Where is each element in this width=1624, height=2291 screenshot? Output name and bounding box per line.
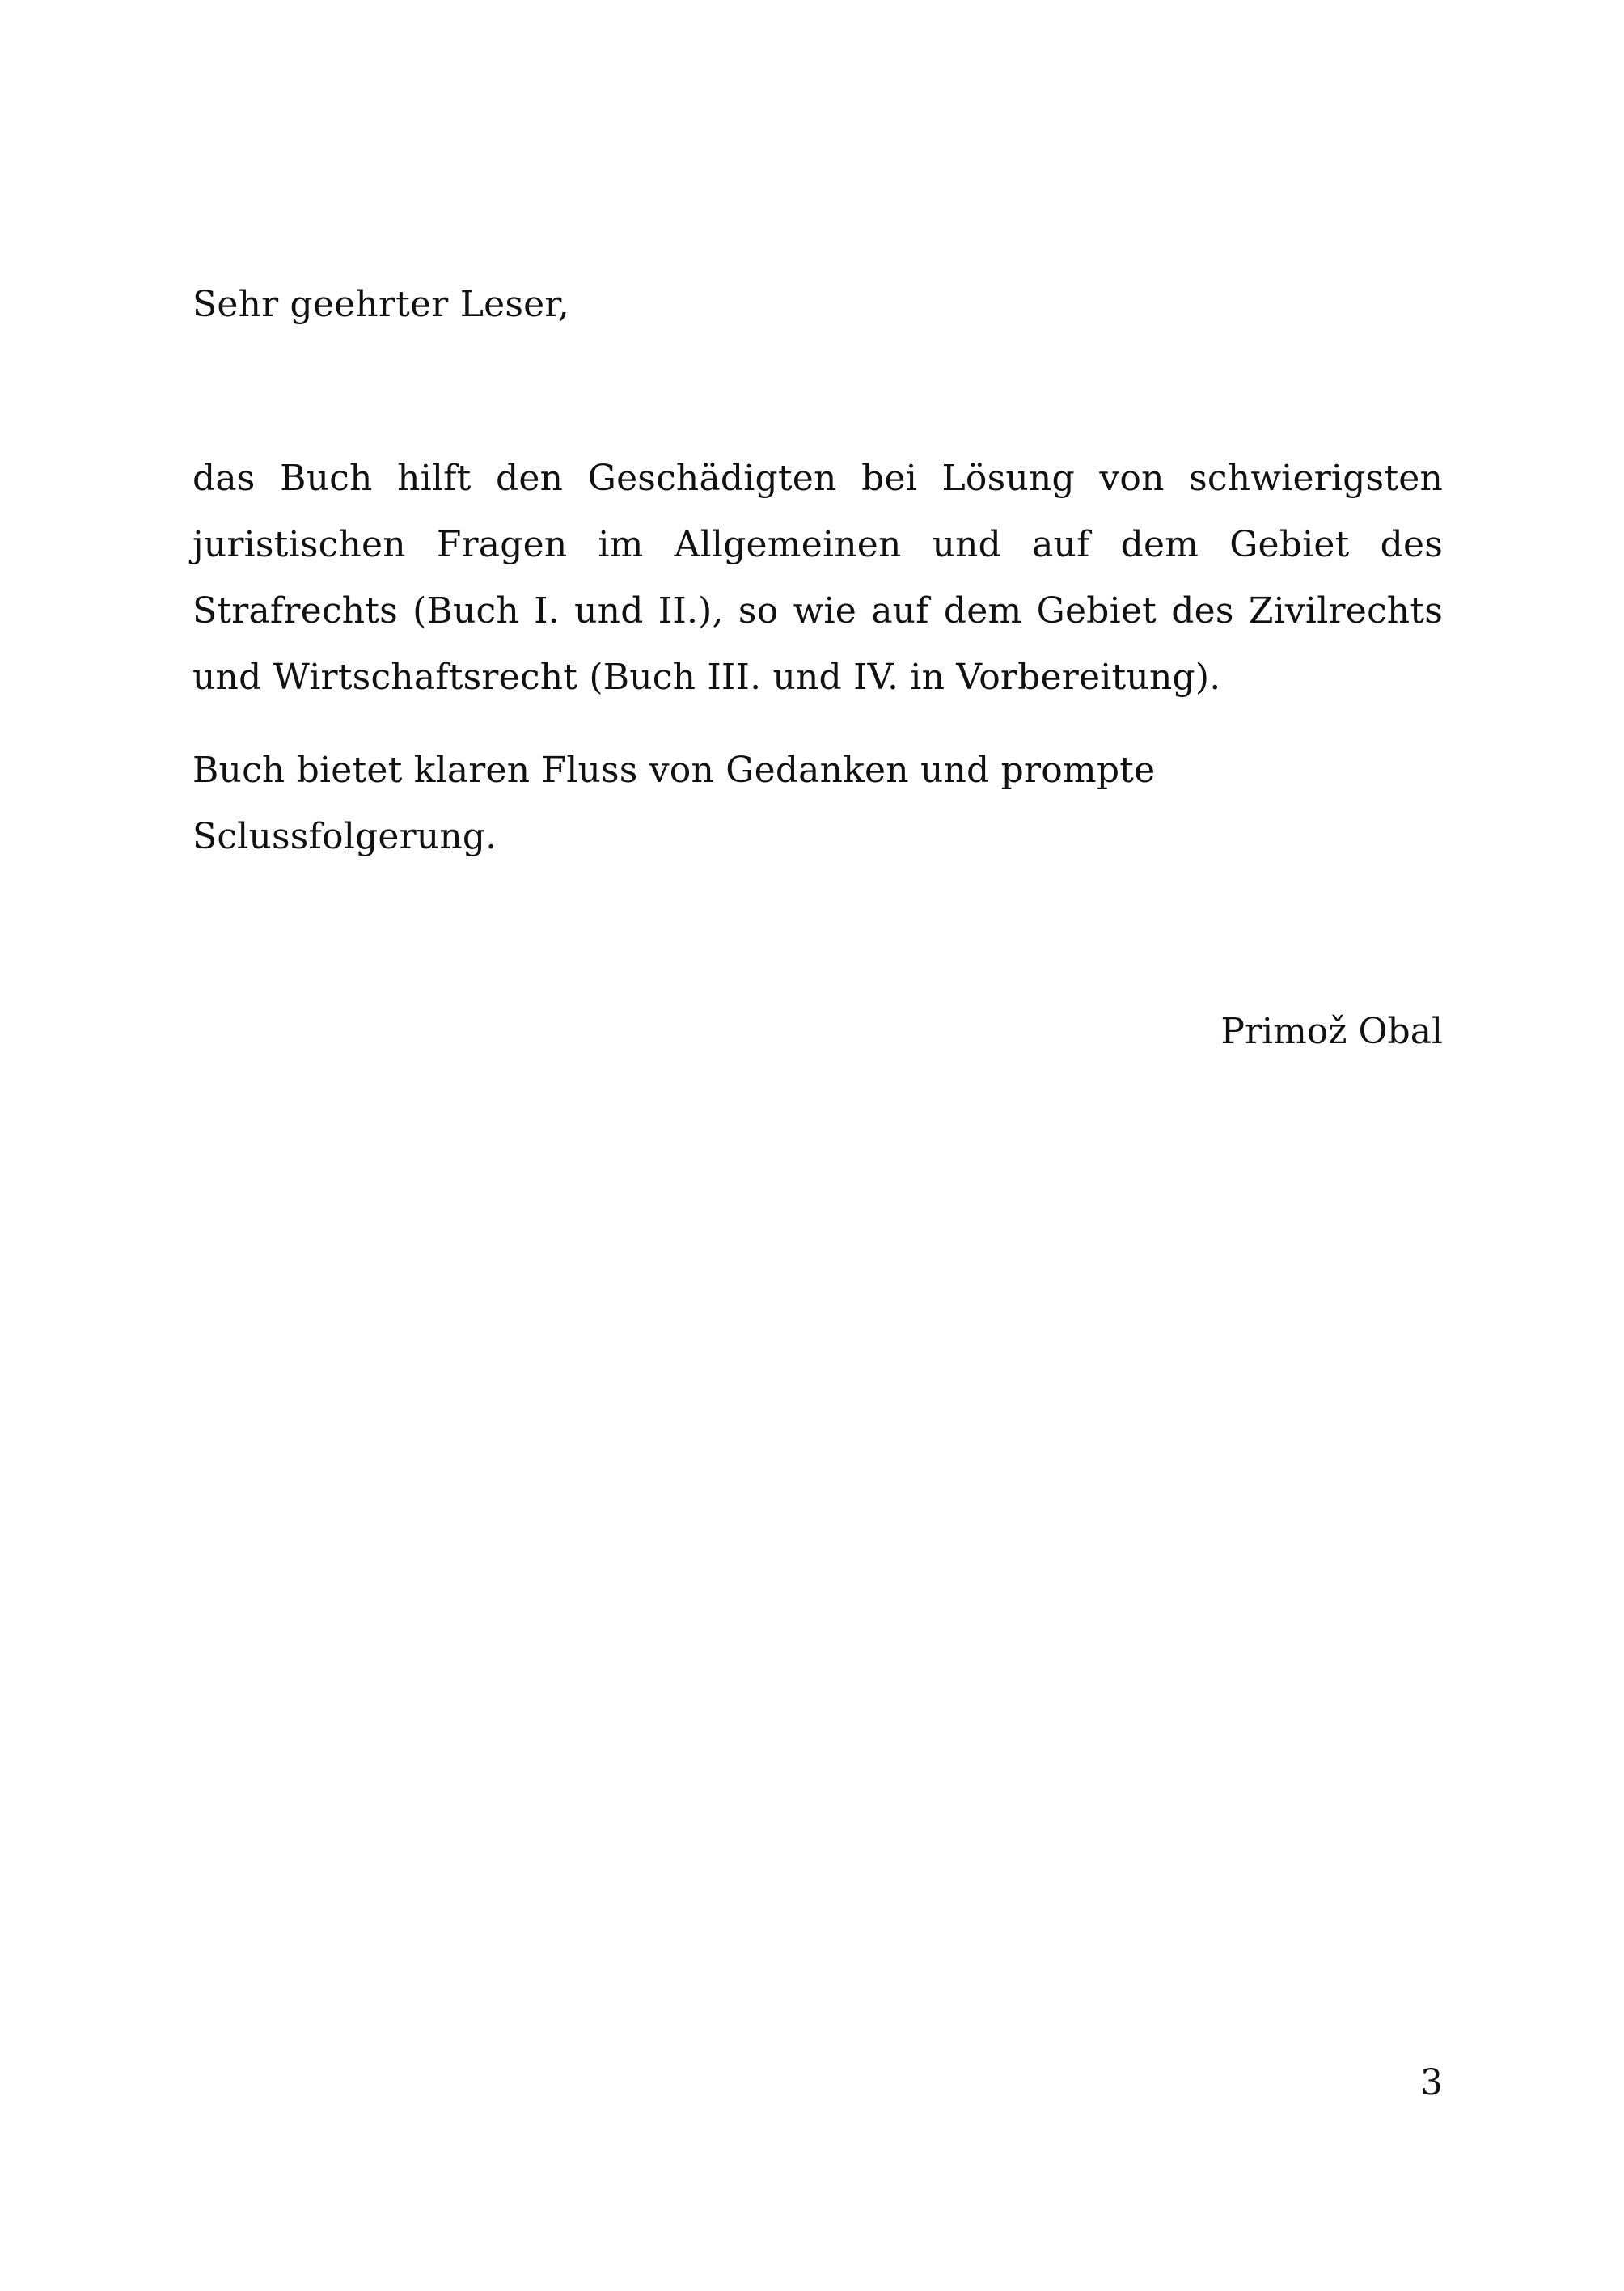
salutation: Sehr geehrter Leser, xyxy=(192,284,569,325)
body-paragraph-1: das Buch hilft den Geschädigten bei Lösung von schwierigsten juristischen Fragen im Allgemeinen und auf dem Gebiet des Strafrechts (Buch I. und II.), so wie auf dem Gebiet des Zivilrechts und Wirtschaftsrecht (Buch III. und IV. in Vorbereitung). xyxy=(192,458,1443,698)
signature: Primož Obal xyxy=(1220,1011,1443,1052)
page-number: 3 xyxy=(1420,2062,1443,2103)
body-paragraph-2: Buch bietet klaren Fluss von Gedanken und prompte Sclussfolgerung. xyxy=(192,750,1156,857)
